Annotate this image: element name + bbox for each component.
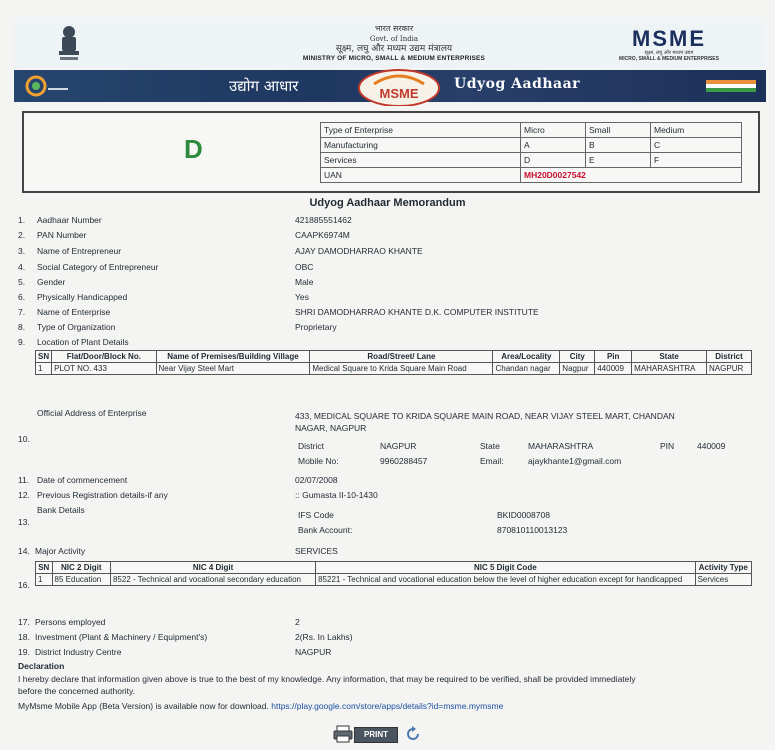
table-cell: E [586, 153, 651, 168]
msme-logo [599, 28, 739, 62]
field-number: 3. [18, 246, 26, 256]
table-cell: Medical Square to Krida Square Main Road [310, 363, 493, 375]
field-number: 6. [18, 292, 26, 302]
table-header-row [36, 562, 752, 574]
field-number: 12. [18, 490, 30, 500]
email-value: ajaykhante1@gmail.com [528, 456, 622, 466]
field-number: 9. [18, 337, 26, 347]
field-number: 4. [18, 262, 26, 272]
national-flag-icon [706, 78, 756, 94]
field-label: Investment (Plant & Machinery / Equipment's) [35, 632, 208, 642]
table-cell: D [521, 153, 586, 168]
field-number: 13. [18, 517, 30, 527]
plant-location-table [35, 350, 752, 375]
table-cell: 1 [36, 574, 53, 586]
uan-value: MH20D0027542 [521, 168, 742, 183]
column-header: Activity Type [695, 562, 751, 574]
previous-registration: :: Gumasta II-10-1430 [295, 490, 378, 500]
column-header: District [707, 351, 752, 363]
msme-logo-text: MSME [632, 26, 706, 51]
field-number: 11. [18, 475, 30, 485]
enterprise-grade: D [184, 134, 203, 164]
field-number: 1. [18, 215, 26, 225]
mobile-app-text: MyMsme Mobile App (Beta Version) is available now for download. [18, 701, 269, 711]
district-industry-centre: NAGPUR [295, 647, 332, 657]
table-cell: 440009 [595, 363, 632, 375]
field-label: Date of commencement [37, 475, 128, 485]
table-row [36, 574, 752, 586]
state-value: MAHARASHTRA [528, 441, 594, 451]
field-number: 8. [18, 322, 26, 332]
table-header-row [36, 351, 752, 363]
column-header: State [632, 351, 707, 363]
table-cell: Near Vijay Steel Mart [156, 363, 310, 375]
enterprise-classification-box [22, 111, 760, 193]
field-label: Name of Entrepreneur [37, 246, 122, 256]
district-value: NAGPUR [380, 441, 417, 451]
field-number: 19. [18, 647, 30, 657]
field-label: Aadhaar Number [37, 215, 102, 225]
column-header: Pin [595, 351, 632, 363]
gender: Male [295, 277, 314, 287]
field-label: PAN Number [37, 230, 87, 240]
table-cell: Type of Enterprise [321, 123, 521, 138]
mobile-label: Mobile No: [298, 456, 339, 466]
ministry-header [14, 18, 766, 68]
table-row [321, 123, 742, 138]
field-number: 10. [18, 434, 30, 444]
table-cell: 8522 - Technical and vocational secondary education [110, 574, 315, 586]
table-cell: Manufacturing [321, 138, 521, 153]
table-cell: 1 [36, 363, 52, 375]
office-address: 433, MEDICAL SQUARE TO KRIDA SQUARE MAIN ROAD, NEAR VIJAY STEEL MART, CHANDAN [295, 411, 675, 421]
table-cell: MAHARASHTRA [632, 363, 707, 375]
table-cell: Chandan nagar [493, 363, 560, 375]
seal-text: MSME [379, 86, 419, 101]
national-emblem-icon [54, 24, 84, 62]
field-number: 2. [18, 230, 26, 240]
field-label: Major Activity [35, 546, 86, 556]
pin-label: PIN [660, 441, 675, 451]
mobile-value: 9960288457 [380, 456, 428, 466]
banner-hindi-title: उद्योग आधार [229, 77, 299, 95]
mobile-app-note [18, 701, 503, 711]
account-label: Bank Account: [298, 525, 353, 535]
ifs-code: BKID0008708 [497, 510, 550, 520]
column-header: NIC 4 Digit [110, 562, 315, 574]
column-header: City [560, 351, 595, 363]
field-label: Social Category of Entrepreneur [37, 262, 159, 272]
digital-india-icon [24, 74, 72, 98]
field-label: Physically Handicapped [37, 292, 128, 302]
field-number: 17. [18, 617, 30, 627]
pan-number: CAAPK6974M [295, 230, 350, 240]
column-header: Area/Locality [493, 351, 560, 363]
declaration-text: I hereby declare that information given above is true to the best of my knowledge. Any information, that may be required to be verified, shall be provided immediately [18, 674, 636, 684]
table-row [321, 168, 742, 183]
table-row [321, 138, 742, 153]
table-cell: Nagpur [560, 363, 595, 375]
enterprise-name: SHRI DAMODHARRAO KHANTE D.K. COMPUTER INSTITUTE [295, 307, 539, 317]
table-cell: NAGPUR [707, 363, 752, 375]
table-cell: C [651, 138, 742, 153]
district-label: District [298, 441, 324, 451]
column-header: SN [36, 351, 52, 363]
account-number: 870810110013123 [497, 525, 568, 535]
physically-handicapped: Yes [295, 292, 309, 302]
column-header: NIC 2 Digit [52, 562, 110, 574]
udyog-aadhaar-banner [14, 70, 766, 102]
table-row [36, 363, 752, 375]
table-cell: Services [321, 153, 521, 168]
field-number: 18. [18, 632, 30, 642]
column-header: Road/Street/ Lane [310, 351, 493, 363]
table-cell: F [651, 153, 742, 168]
gov-english: Govt. of India [369, 35, 419, 43]
field-label: District Industry Centre [35, 647, 122, 657]
print-button[interactable]: PRINT [354, 727, 398, 743]
column-header: Name of Premises/Building Village [156, 351, 310, 363]
ifs-label: IFS Code [298, 510, 334, 520]
uan-label: UAN [321, 168, 521, 183]
msme-logo-sub-english: MICRO, SMALL & MEDIUM ENTERPRISES [619, 56, 719, 62]
table-cell: Small [586, 123, 651, 138]
field-label: Location of Plant Details [37, 337, 129, 347]
persons-employed: 2 [295, 617, 300, 627]
field-number: 16. [18, 580, 30, 590]
column-header: Flat/Door/Block No. [52, 351, 156, 363]
banner-english-title: Udyog Aadhaar [454, 76, 581, 92]
aadhaar-number: 421885551462 [295, 215, 352, 225]
field-label: Name of Enterprise [37, 307, 111, 317]
declaration-text-line2: before the concerned authority. [18, 686, 136, 696]
column-header: NIC 5 Digit Code [316, 562, 695, 574]
commencement-date: 02/07/2008 [295, 475, 338, 485]
msme-seal-icon [356, 66, 442, 106]
ministry-english: MINISTRY OF MICRO, SMALL & MEDIUM ENTERPRISES [302, 55, 486, 62]
printer-icon[interactable] [333, 725, 353, 743]
column-header: SN [36, 562, 53, 574]
nic-code-table [35, 561, 752, 586]
memorandum-title: Udyog Aadhaar Memorandum [309, 197, 466, 209]
investment-value: 2(Rs. In Lakhs) [295, 632, 353, 642]
table-cell: 85221 - Technical and vocational education below the level of higher education except for handicapped [316, 574, 695, 586]
table-cell: 85 Education [52, 574, 110, 586]
enterprise-type-table [320, 122, 742, 183]
field-label: Persons employed [35, 617, 106, 627]
email-label: Email: [480, 456, 504, 466]
table-cell: Medium [651, 123, 742, 138]
table-row [321, 153, 742, 168]
table-cell: PLOT NO. 433 [52, 363, 156, 375]
field-number: 14. [18, 546, 30, 556]
field-label: Previous Registration details-if any [37, 490, 168, 500]
state-label: State [480, 441, 500, 451]
ministry-hindi: सूक्ष्म, लघु और मध्यम उद्यम मंत्रालय [335, 44, 453, 54]
msme-logo-sub-hindi: सूक्ष्म, लघु और मध्यम उद्यम [644, 50, 694, 56]
bank-details-label: Bank Details [37, 505, 85, 515]
field-number: 5. [18, 277, 26, 287]
table-cell: A [521, 138, 586, 153]
gov-hindi: भारत सरकार [374, 24, 414, 33]
major-activity: SERVICES [295, 546, 338, 556]
office-address-line2: NAGAR, NAGPUR [295, 423, 367, 433]
field-label: Type of Organization [37, 322, 116, 332]
field-label: Gender [37, 277, 66, 287]
refresh-icon[interactable] [405, 726, 421, 742]
social-category: OBC [295, 262, 314, 272]
organization-type: Proprietary [295, 322, 337, 332]
table-cell: Services [695, 574, 751, 586]
declaration-title: Declaration [18, 661, 65, 671]
pin-value: 440009 [697, 441, 726, 451]
play-store-link[interactable]: https://play.google.com/store/apps/details?id=msme.mymsme [271, 701, 504, 711]
table-cell: Micro [521, 123, 586, 138]
table-cell: B [586, 138, 651, 153]
field-number: 7. [18, 307, 26, 317]
office-label: Official Address of Enterprise [37, 408, 147, 418]
entrepreneur-name: AJAY DAMODHARRAO KHANTE [295, 246, 423, 256]
ministry-title [264, 24, 524, 64]
